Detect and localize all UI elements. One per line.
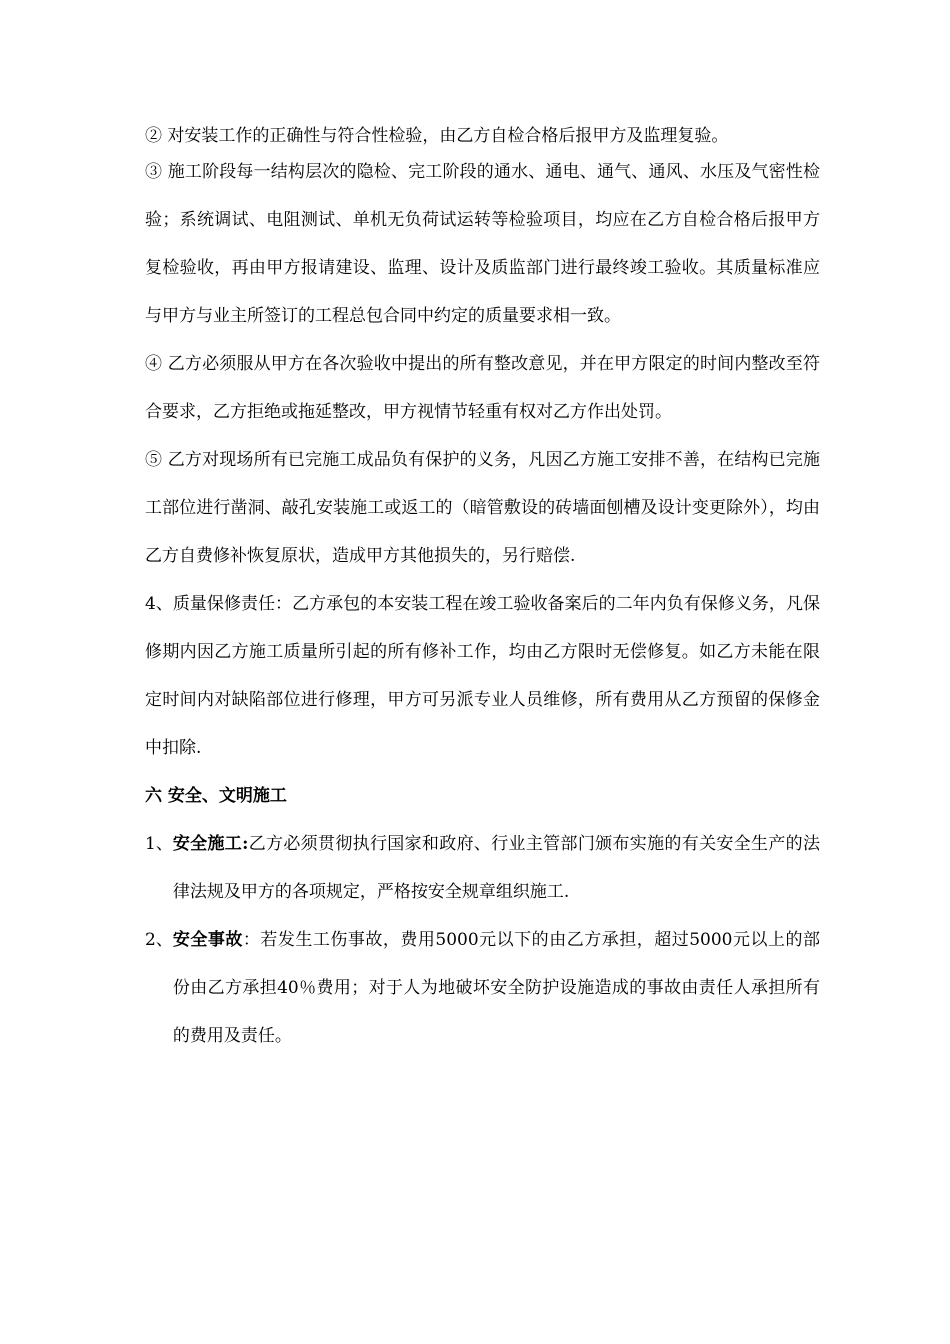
- paragraph-rectification-4: ④ 乙方必须服从甲方在各次验收中提出的所有整改意见，并在甲方限定的时间内整改至符合要求，乙方拒绝或拖延整改，甲方视情节轻重有权对乙方作出处罚。: [145, 354, 820, 422]
- list-item-safety-accident: [145, 916, 820, 1060]
- paragraph-protection-5: ⑤ 乙方对现场所有已完施工成品负有保护的义务，凡因乙方施工安排不善，在结构已完施工部位进行凿洞、敲孔安装施工或返工的（暗管敷设的砖墙面刨槽及设计变更除外），均由乙方自费修补恢复原状，造成甲方其他损失的，另行赔偿.: [145, 450, 820, 566]
- list-item-text: 乙方必须贯彻执行国家和政府、行业主管部门颁布实施的有关安全生产的法律法规及甲方的各项规定，严格按安全规章组织施工.: [172, 834, 820, 902]
- list-item-lead: 安全事故: [172, 930, 243, 950]
- section-heading-safety: 六 安全、文明施工: [145, 786, 287, 806]
- list-item-body: [173, 916, 820, 1060]
- list-item-number: 1、: [145, 834, 173, 854]
- paragraph-inspection-2: ② 对安装工作的正确性与符合性检验，由乙方自检合格后报甲方及监理复验。: [145, 126, 729, 146]
- list-item-safety-construction: [145, 820, 820, 916]
- paragraph-inspection-3: ③ 施工阶段每一结构层次的隐检、完工阶段的通水、通电、通气、通风、水压及气密性检验；系统调试、电阻测试、单机无负荷试运转等检验项目，均应在乙方自检合格后报甲方复检验收，再由甲方报请建设、监理、设计及质监部门进行最终竣工验收。其质量标准应与甲方与业主所签订的工程总包合同中约定的质量要求相一致。: [145, 162, 820, 326]
- list-item-body: [173, 820, 820, 916]
- list-item-lead: 安全施工:: [172, 834, 249, 854]
- document-page: [145, 118, 820, 1060]
- list-item-text: ：若发生工伤事故，费用5000元以下的由乙方承担，超过5000元以上的部份由乙方承担40％费用；对于人为地破坏安全防护设施造成的事故由责任人承担所有的费用及责任。: [172, 930, 821, 1046]
- list-item-number: 2、: [145, 930, 173, 950]
- paragraph-warranty: 4、质量保修责任：乙方承包的本安装工程在竣工验收备案后的二年内负有保修义务，凡保修期内因乙方施工质量所引起的所有修补工作，均由乙方限时无偿修复。如乙方未能在限定时间内对缺陷部位进行修理，甲方可另派专业人员维修，所有费用从乙方预留的保修金中扣除.: [145, 594, 820, 758]
